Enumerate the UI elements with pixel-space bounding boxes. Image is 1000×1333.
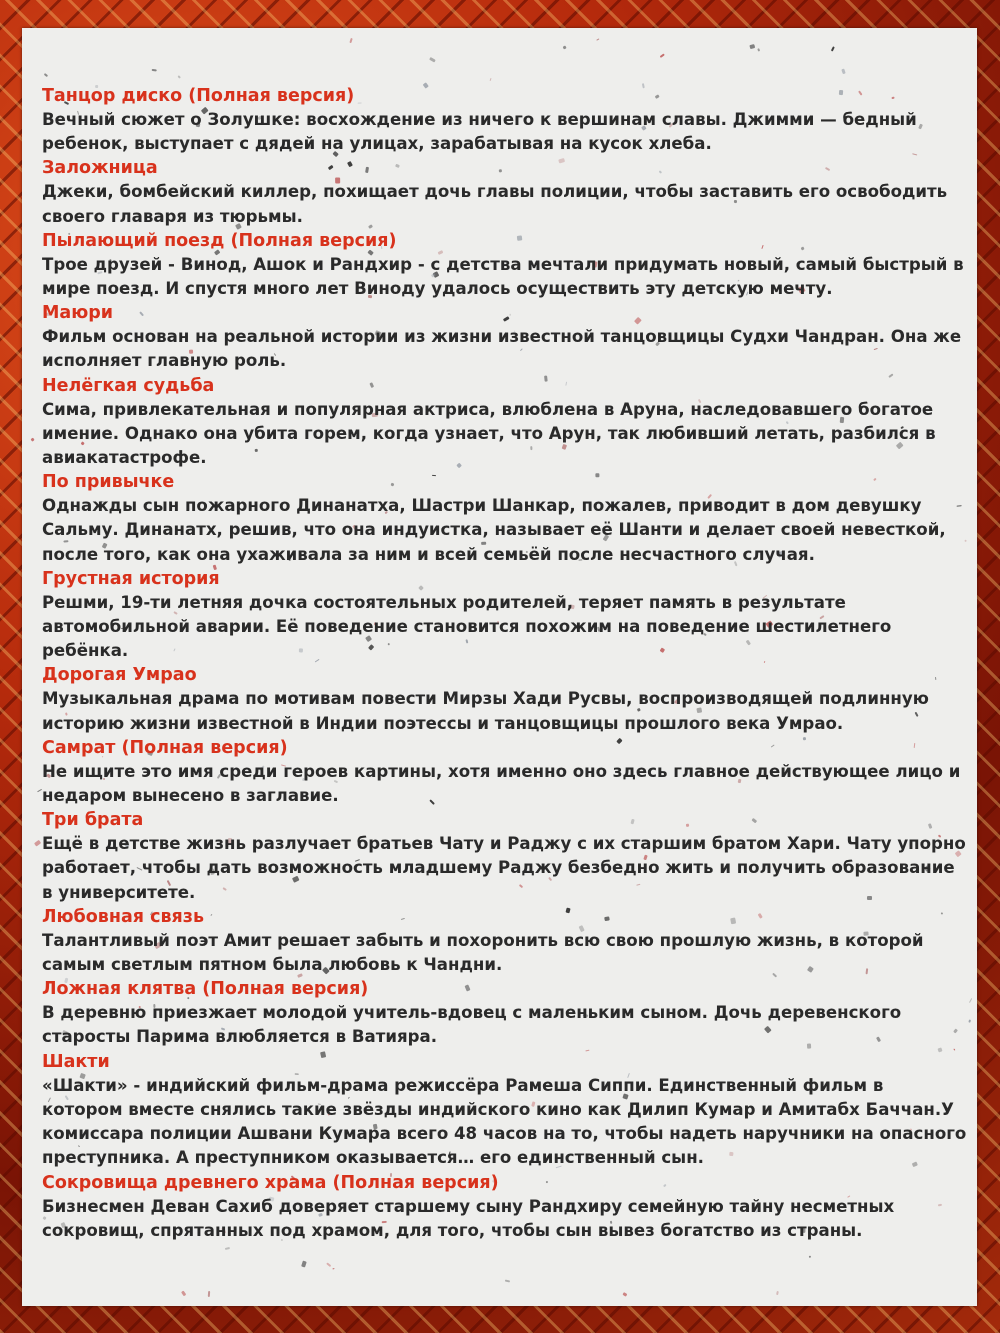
film-description: Бизнесмен Деван Сахиб доверяет старшему сыну Рандхиру семейную тайну несметных сокровищ, спрятанных под храмом, для того, чтобы сын вывез богатство из страны.: [42, 1196, 895, 1240]
speck: [749, 44, 755, 49]
film-description: Однажды сын пожарного Динанатха, Шастри Шанкар, пожалев, приводит в дом девушку Сальму. Динанатх, решив, что она индуистка, называет её Шанти и делает своей невесткой, после того, как она ухаживала за ним и всей семьёй после несчастного случая.: [42, 496, 946, 564]
speck: [968, 1019, 971, 1023]
film-title: Танцор диско (Полная версия): [42, 86, 355, 106]
speck: [623, 1292, 628, 1296]
film-title: Шакти: [42, 1051, 110, 1072]
speck: [208, 1291, 210, 1297]
speck: [178, 76, 181, 79]
speck: [326, 1262, 331, 1266]
film-description: Талантливый поэт Амит решает забыть и похоронить всю свою прошлую жизнь, в которой самым светлым пятном была любовь к Чандни.: [42, 930, 924, 975]
film-description: Ещё в детстве жизнь разлучает братьев Чату и Раджу с их старшим братом Хари. Чату упорно работает, чтобы дать возможность младшему Раджу безбедно жить и получить образование в университете.: [42, 834, 966, 902]
film-entry: [42, 736, 967, 808]
speck: [563, 46, 567, 50]
film-description: Вечный сюжет о Золушке: восхождение из ничего к вершинам славы. Джимми — бедный ребенок, выступает с дядей на улицах, зарабатывая на кусок хлеба.: [42, 110, 917, 154]
film-entry: [42, 374, 967, 471]
film-description: Сима, привлекательная и популярная актриса, влюблена в Аруна, наследовавшего богатое имение. Однако она убита горем, когда узнает, что Арун, так любивший летать, разбился в авиакатастрофе.: [42, 399, 936, 468]
film-description: Не ищите это имя среди героев картины, хотя именно оно здесь главное действующее лицо и недаром вынесено в заглавие.: [42, 761, 961, 806]
film-entry: [42, 156, 967, 228]
speck: [181, 1290, 187, 1296]
speck: [969, 998, 973, 1003]
film-description: Фильм основан на реальной истории из жизни известной танцовщицы Судхи Чандран. Она же исполняет главную роль.: [42, 327, 962, 371]
film-entry: [42, 567, 967, 664]
film-list: [42, 84, 967, 1243]
film-title: Любовная связь: [42, 906, 205, 927]
film-title: Дорогая Умрао: [42, 665, 197, 686]
film-title: По привычке: [42, 472, 175, 493]
speck: [349, 38, 352, 44]
speck: [332, 1268, 334, 1270]
film-entry: [42, 905, 967, 977]
speck: [35, 839, 42, 846]
speck: [44, 73, 48, 77]
film-entry: [42, 301, 967, 373]
speck: [301, 1260, 306, 1267]
film-description: В деревню приезжает молодой учитель-вдовец с маленьким сыном. Дочь деревенского старосты Парима влюбляется в Ватияра.: [42, 1003, 902, 1047]
speck: [224, 1247, 230, 1251]
film-description: Джеки, бомбейский киллер, похищает дочь главы полиции, чтобы заставить его освободить своего главаря из тюрьмы.: [42, 182, 948, 226]
film-title: Три брата: [42, 810, 144, 831]
film-entry: [42, 470, 967, 567]
film-entry: [42, 1050, 967, 1171]
film-title: Нелёгкая судьба: [42, 375, 215, 396]
speck: [429, 57, 435, 63]
film-entry: [42, 977, 967, 1049]
speck: [809, 1255, 811, 1258]
film-title: Самрат (Полная версия): [42, 737, 288, 758]
speck: [831, 46, 835, 52]
film-title: Грустная история: [42, 568, 220, 589]
film-description: Решми, 19-ти летняя дочка состоятельных родителей, теряет память в результате автомобильной аварии. Её поведение становится похожим на поведение шестилетнего ребёнка.: [42, 592, 892, 661]
film-title: Ложная клятва (Полная версия): [42, 979, 369, 1000]
speck: [776, 1291, 779, 1296]
film-title: Маюри: [42, 303, 114, 324]
film-title: Пылающий поезд (Полная версия): [42, 230, 397, 251]
speck: [505, 1280, 510, 1283]
film-title: Сокровища древнего храма (Полная версия): [42, 1172, 499, 1193]
speck: [151, 69, 156, 72]
speck: [757, 48, 760, 52]
speck: [596, 38, 599, 41]
speck: [841, 69, 845, 75]
speck: [660, 53, 665, 57]
catalog-panel: [22, 28, 977, 1306]
film-entry: [42, 84, 967, 156]
speck: [30, 437, 34, 441]
speck: [489, 78, 491, 81]
film-entry: [42, 808, 967, 905]
film-description: Музыкальная драма по мотивам повести Мирзы Хади Русвы, воспроизводящей подлинную историю жизни известной в Индии поэтессы и танцовщицы прошлого века Умрао.: [42, 689, 929, 733]
film-entry: [42, 663, 967, 735]
film-entry: [42, 1171, 967, 1243]
film-description: Трое друзей - Винод, Ашок и Рандхир - с детства мечтали придумать новый, самый быстрый в мире поезд. И спустя много лет Виноду удалось осуществить эту детскую мечту.: [42, 254, 964, 299]
film-description: «Шакти» - индийский фильм-драма режиссёра Рамеша Сиппи. Единственный фильм в котором вместе снялись такие звёзды индийского кино как Дилип Кумар и Амитабх Баччан.У комиссара полиции Ашвани Кумара всего 48 часов на то, чтобы надеть наручники на опасного преступника. А преступником оказывается… его единственный сын.: [42, 1075, 967, 1168]
film-title: Заложница: [42, 158, 158, 179]
film-entry: [42, 229, 967, 301]
